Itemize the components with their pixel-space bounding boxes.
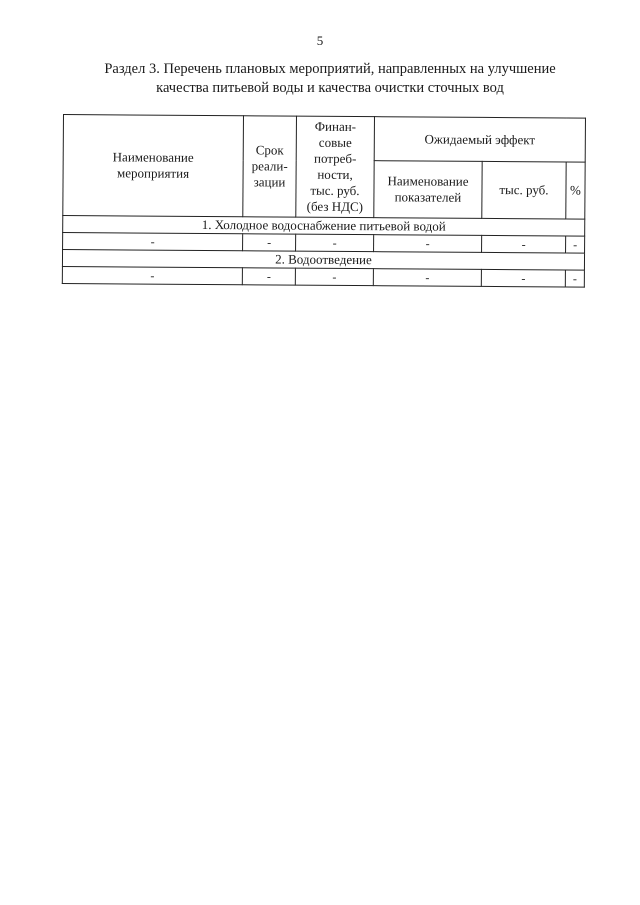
cell-percent: - [566, 236, 585, 253]
section-title-line-1: Раздел 3. Перечень плановых мероприятий, направленных на улучшение [104, 61, 556, 77]
header-percent: % [566, 162, 585, 219]
section-title [60, 60, 600, 98]
header-indicators: Наименование показателей [374, 161, 482, 219]
cell-finance: - [295, 268, 373, 286]
cell-name: - [63, 233, 243, 251]
plan-table [62, 114, 586, 288]
section-2-title: 2. Водоотведение [62, 250, 584, 271]
header-rub: тыс. руб. [482, 161, 566, 219]
cell-percent: - [565, 270, 584, 287]
header-name: Наименование мероприятия [63, 115, 244, 217]
table-row [62, 266, 584, 287]
cell-term: - [243, 234, 296, 251]
header-finance: Финан-совые потреб-ности, тыс. руб. (без НДС) [296, 116, 375, 218]
cell-indicators: - [373, 269, 481, 287]
header-effect: Ожидаемый эффект [374, 117, 585, 162]
section-1-title: 1. Холодное водоснабжение питьевой водой [63, 216, 585, 237]
header-term: Срок реали-зации [243, 116, 297, 217]
cell-indicators: - [374, 235, 482, 253]
page-number: 5 [316, 33, 324, 48]
cell-finance: - [296, 234, 374, 252]
cell-rub: - [482, 235, 566, 253]
cell-term: - [242, 268, 295, 285]
cell-rub: - [481, 269, 565, 287]
section-title-line-2: качества питьевой воды и качества очистки сточных вод [156, 80, 504, 96]
cell-name: - [62, 266, 242, 284]
